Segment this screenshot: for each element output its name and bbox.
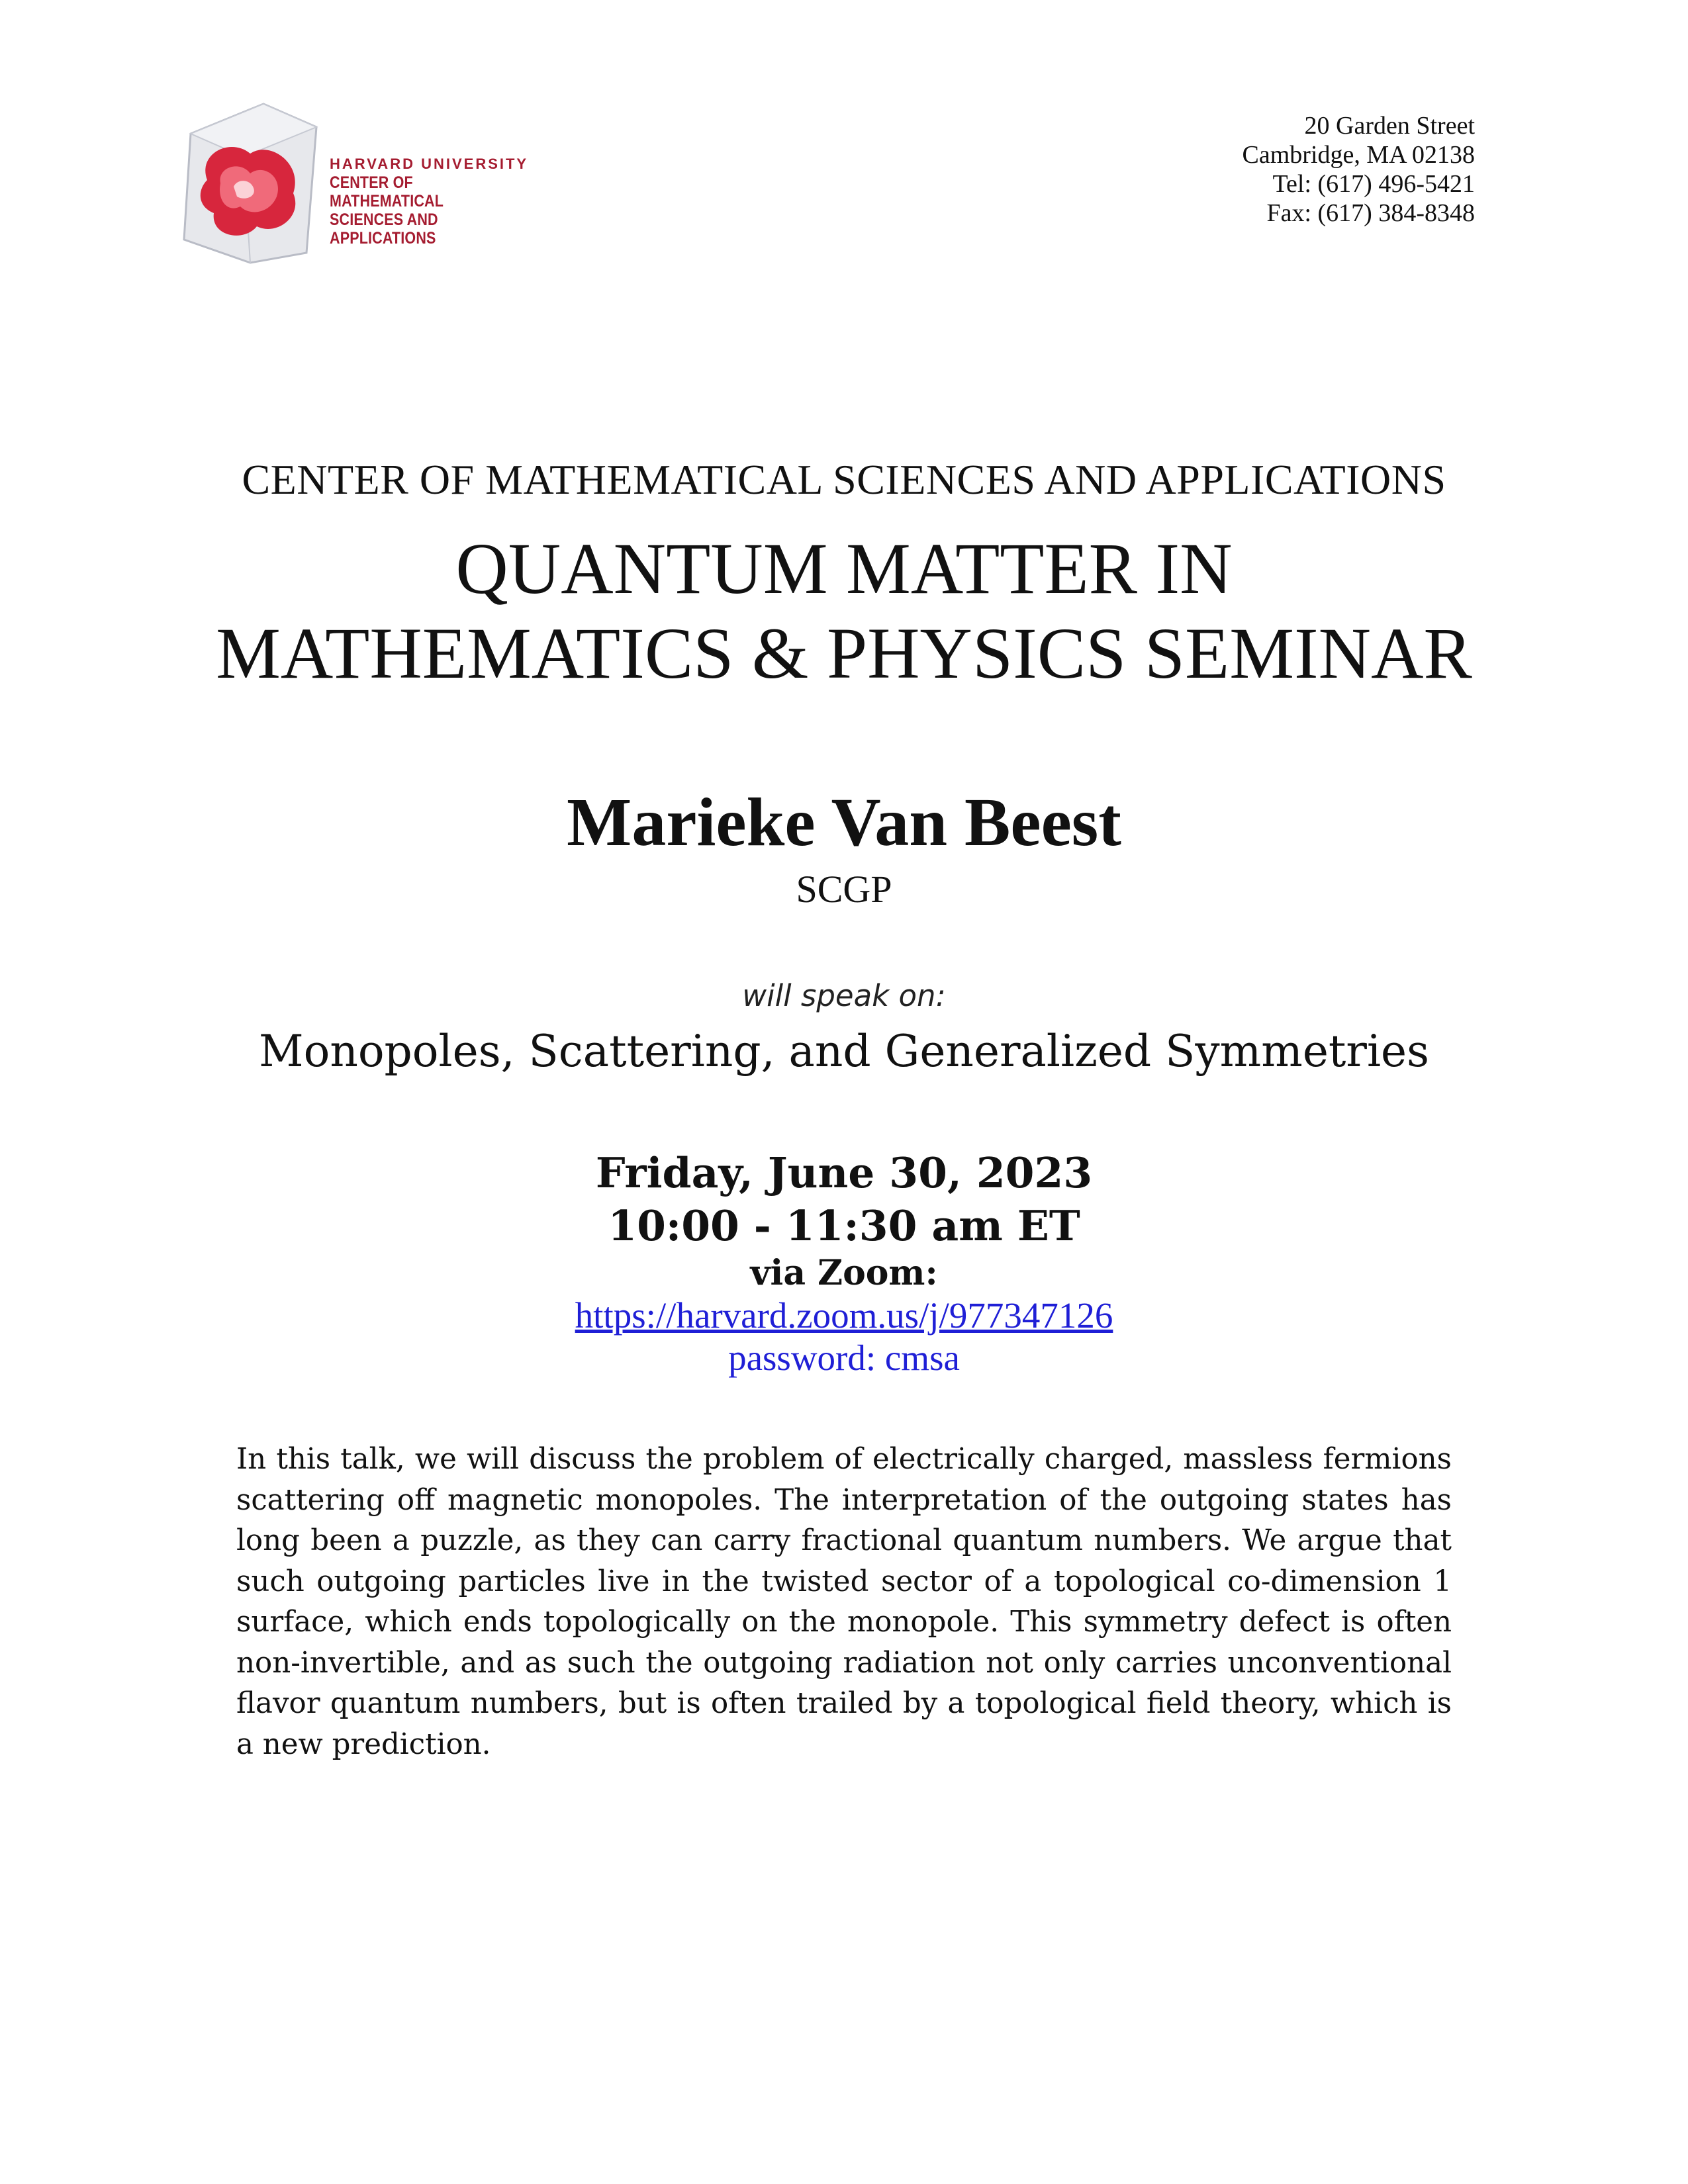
logo-line-3: SCIENCES AND APPLICATIONS — [330, 210, 438, 248]
address-fax: Fax: (617) 384-8348 — [1266, 199, 1475, 227]
address-city: Cambridge, MA 02138 — [1242, 141, 1475, 169]
logo-wordmark — [330, 155, 541, 248]
logo-line-2: CENTER OF MATHEMATICAL — [330, 173, 444, 210]
via-zoom-label: via Zoom: — [750, 1253, 938, 1293]
talk-title: Monopoles, Scattering, and Generalized Symmetries — [259, 1026, 1429, 1077]
speaker-affiliation: SCGP — [796, 868, 892, 911]
talk-abstract: In this talk, we will discuss the problem of electrically charged, massless fermions scattering off magnetic monopoles. The interpretation of the outgoing states has long been a puzzle, as they can carry fractional quantum numbers. We argue that such outgoing particles live in the twisted sector of a topological co-dimension 1 surface, which ends topologically on the monopole. This symmetry defect is often non-invertible, and as such the outgoing radiation not only carries unconventional flavor quantum numbers, but is often trailed by a topological field theory, which is a new prediction. — [236, 1443, 1452, 1761]
event-date: Friday, June 30, 2023 — [595, 1148, 1093, 1197]
speaker-name: Marieke Van Beest — [567, 784, 1121, 860]
cmsa-logo — [171, 101, 541, 266]
seminar-title — [0, 526, 1688, 696]
address-block — [1243, 111, 1475, 228]
address-tel: Tel: (617) 496-5421 — [1272, 170, 1475, 198]
center-name-heading: CENTER OF MATHEMATICAL SCIENCES AND APPLICATIONS — [242, 456, 1446, 503]
zoom-link[interactable]: https://harvard.zoom.us/j/977347126 — [575, 1295, 1113, 1336]
speak-on-label: will speak on: — [742, 978, 946, 1013]
zoom-password: password: cmsa — [728, 1338, 960, 1378]
cube-logo-icon — [171, 101, 323, 266]
seminar-title-line-1: QUANTUM MATTER IN — [455, 528, 1233, 609]
logo-line-1: HARVARD UNIVERSITY — [330, 156, 529, 172]
seminar-title-line-2: MATHEMATICS & PHYSICS SEMINAR — [216, 613, 1472, 694]
event-time: 10:00 - 11:30 am ET — [608, 1201, 1080, 1250]
address-street: 20 Garden Street — [1304, 112, 1475, 140]
